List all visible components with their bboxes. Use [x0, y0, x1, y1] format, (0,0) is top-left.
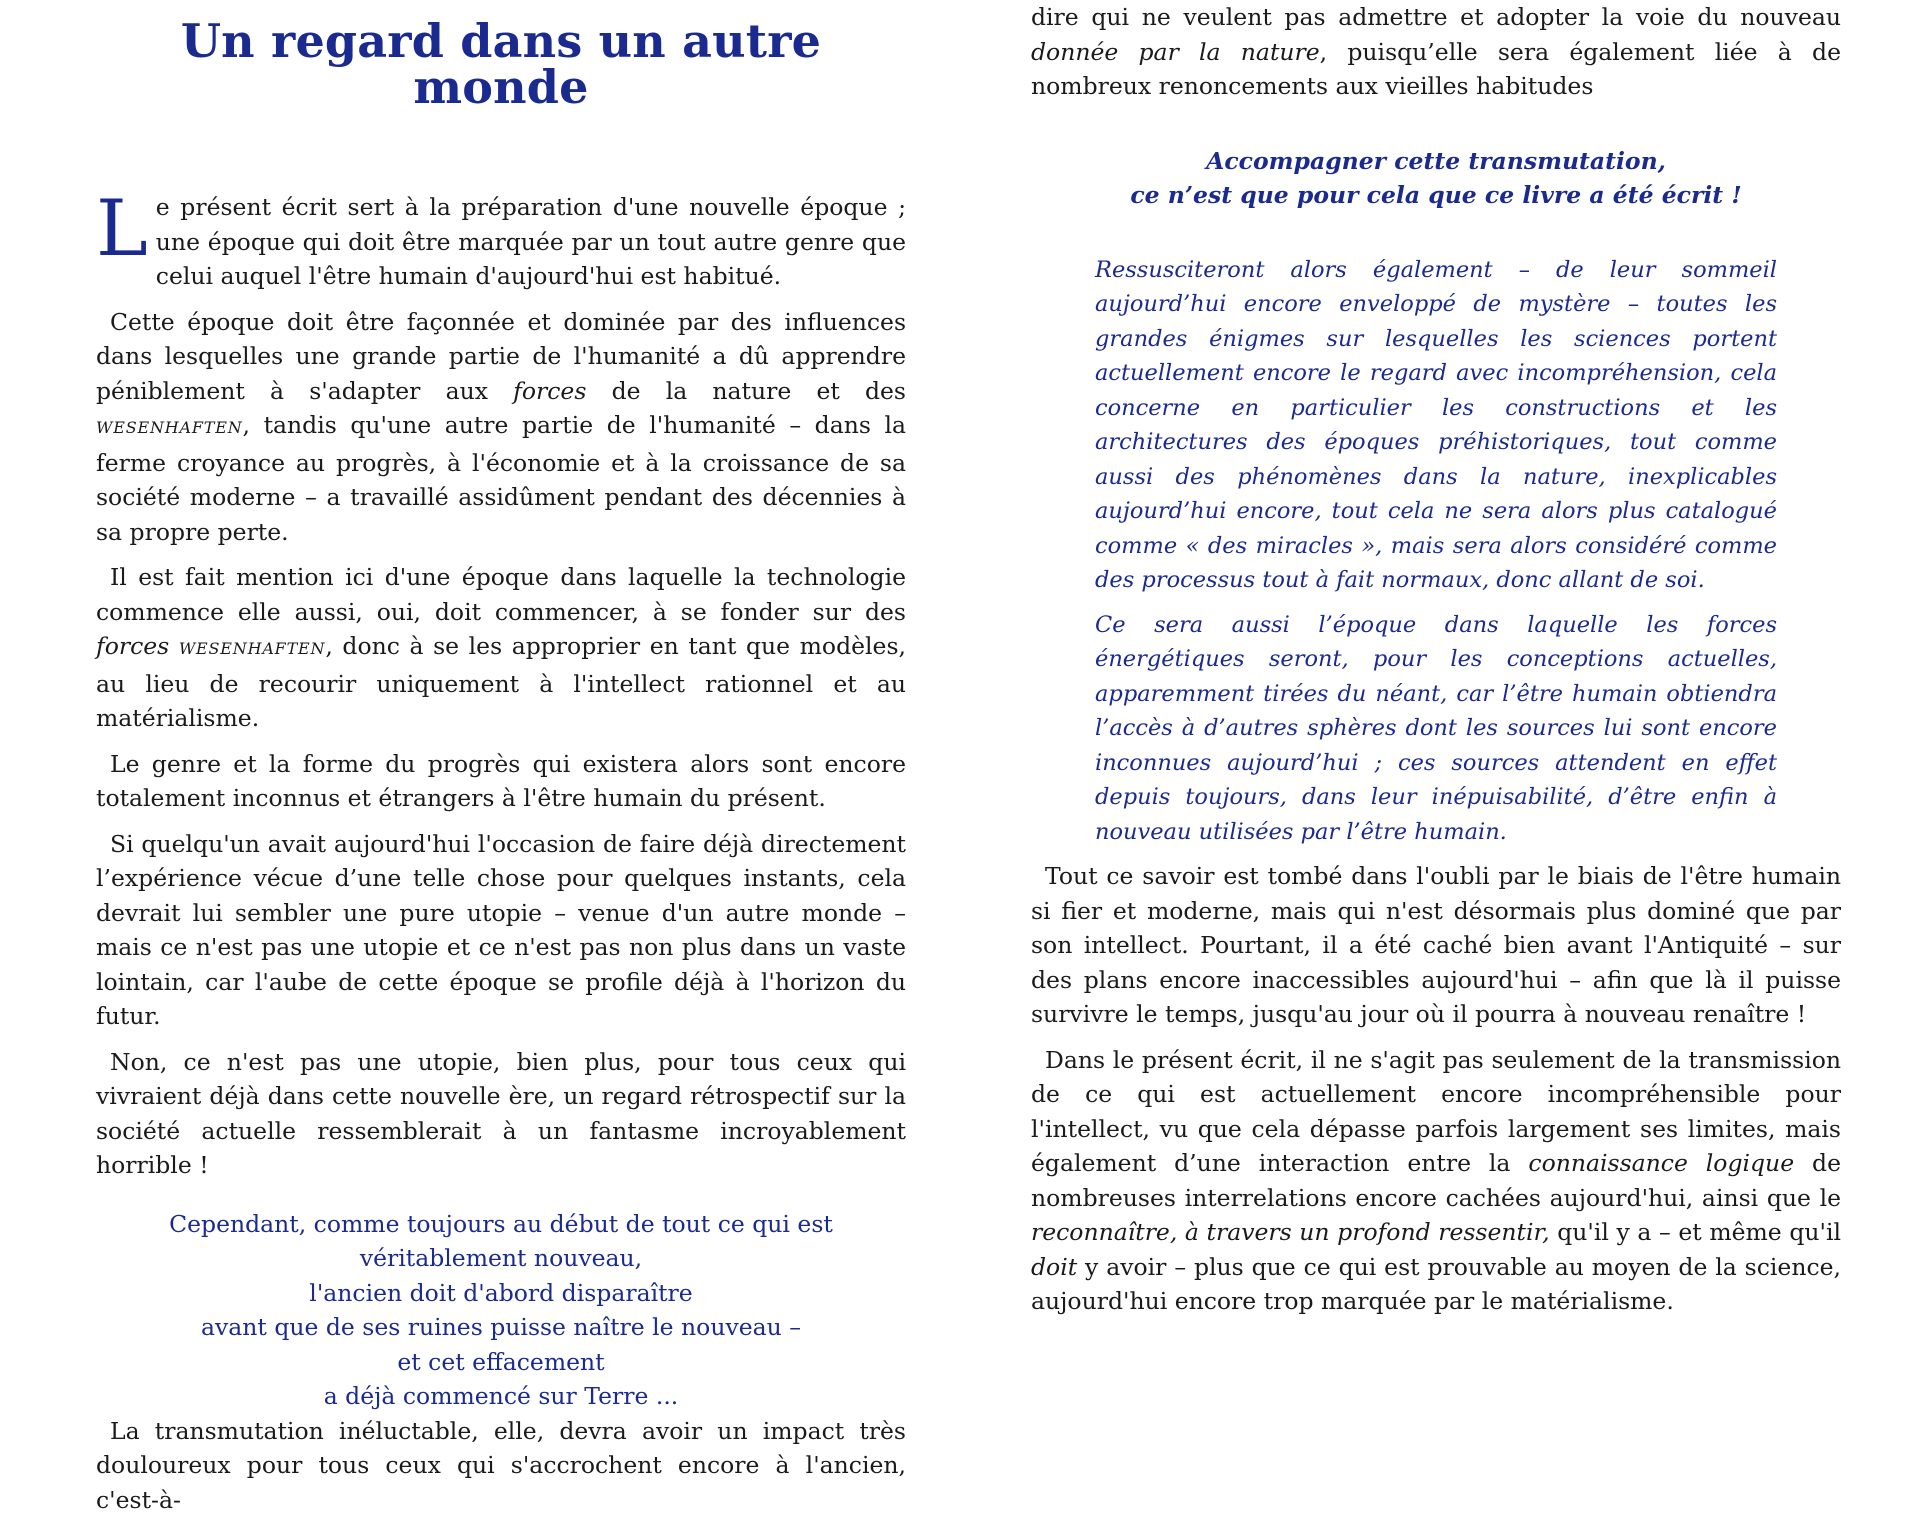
text-run: qu'il y a – et même qu'il [1549, 1218, 1841, 1246]
paragraph-2 [96, 305, 906, 550]
emphasis: forces [513, 376, 587, 405]
heading-line: ce n’est que pour cela que ce livre a été écrit ! [1130, 181, 1742, 209]
small-caps-term: WESENHAFTEN [178, 639, 326, 658]
emphasis: donnée par la nature [1031, 37, 1320, 66]
continued-paragraph [1031, 0, 1841, 104]
inset-paragraph-2: Ce sera aussi l’époque dans laquelle les forces énergétiques seront, pour les conceptions actuelles, apparemment tirées du néant, car l’être humain obtiendra l’accès à d’autres sphères dont les sources lui sont encore inconnues aujourd’hui ; ces sources attendent en effet depuis toujours, dans leur inépuisabilité, d’être enfin à nouveau utilisées par l’être humain. [1095, 611, 1777, 845]
emphasis: doit [1031, 1252, 1078, 1281]
text-run: Cette époque doit être façonnée et dominée par des influences dans lesquelles une grande partie de l'humanité a dû apprendre péniblement à s'adapter aux [96, 307, 906, 405]
emphasis: connaissance logique [1528, 1149, 1795, 1177]
heading-line: Accompagner cette transmutation, [1206, 146, 1666, 175]
paragraph-right-2: Tout ce savoir est tombé dans l'oubli par le biais de l'être humain si fier et moderne, mais qui n'est désormais plus dominé que par son intellect. Pourtant, il a été caché bien avant l'Antiquité – sur des plans encore inaccessibles aujourd'hui – afin que là il puisse survivre le temps, jusqu'au jour où il pourra à nouveau renaître ! [1031, 862, 1841, 1028]
text-run: de nombreuses interrelations encore cachées aujourd'hui, ainsi que le [1031, 1149, 1842, 1212]
chapter-title: Un regard dans un autre monde [180, 14, 822, 114]
centered-quote [96, 1207, 906, 1414]
text-run [169, 632, 179, 660]
text-run: , donc à se les approprier en tant que modèles, au lieu de recourir uniquement à l'intellect rationnel et au matérialisme. [96, 632, 906, 732]
paragraph-1-text: e présent écrit sert à la préparation d'une nouvelle époque ; une époque qui doit être marquée par un tout autre genre que celui auquel l'être humain d'aujourd'hui est habitué. [155, 193, 906, 290]
left-page [96, 0, 906, 1528]
emphasis: forces [96, 632, 170, 660]
inset-paragraph-1: Ressusciteront alors également – de leur sommeil aujourd’hui encore enveloppé de mystère – toutes les grandes énigmes sur lesquelles les sciences portent actuellement encore le regard avec incompréhension, cela concerne en particulier les constructions et les architectures des époques préhistoriques, tout comme aussi des phénomènes dans la nature, inexplicables aujourd’hui encore, tout cela ne sera alors plus catalogué comme « des miracles », mais sera alors considéré comme des processus tout à fait normaux, donc allant de soi. [1095, 256, 1777, 593]
text-run: Il est fait mention ici d'une époque dans laquelle la technologie commence elle aussi, oui, doit commencer, à se fonder sur des [96, 563, 906, 626]
quote-line: avant que de ses ruines puisse naître le nouveau – [200, 1313, 802, 1341]
text-run: y avoir – plus que ce qui est prouvable au moyen de la science, aujourd'hui encore trop marquée par le matérialisme. [1031, 1252, 1841, 1315]
highlight-heading [1031, 144, 1841, 213]
drop-cap: L [96, 184, 148, 274]
paragraph-right-3 [1031, 1043, 1841, 1319]
paragraph-4: Le genre et la forme du progrès qui existera alors sont encore totalement inconnus et étrangers à l'être humain du présent. [96, 749, 906, 812]
small-caps-term: WESENHAFTEN [96, 418, 243, 437]
paragraph-5: Si quelqu'un avait aujourd'hui l'occasion de faire déjà directement l’expérience vécue d’une telle chose pour quelques instants, cela devrait lui sembler une pure utopie – venue d'un autre monde – mais ce n'est pas une utopie et ce n'est pas non plus dans un vaste lointain, car l'aube de cette époque se profile déjà à l'horizon du futur. [96, 829, 906, 1030]
quote-line: Cependant, comme toujours au début de tout ce qui est véritablement nouveau, [169, 1209, 833, 1272]
quote-line: a déjà commencé sur Terre ... [323, 1382, 679, 1410]
quote-line: l'ancien doit d'abord disparaître [309, 1278, 693, 1307]
paragraph-6: Non, ce n'est pas une utopie, bien plus, pour tous ceux qui vivraient déjà dans cette nouvelle ère, un regard rétrospectif sur la société actuelle ressemblerait à un fantasme incroyablement horrible ! [96, 1047, 906, 1179]
text-run: , puisqu’elle sera également liée à de nombreux renoncements aux vieilles habitudes [1031, 37, 1841, 100]
inset-block [1095, 253, 1777, 850]
text-run: Dans le présent écrit, il ne s'agit pas seulement de la transmission de ce qui est actuellement encore incompréhensible pour l'intellect, vu que cela dépasse parfois largement ses limites, mais également d’une interaction entre la [1031, 1045, 1841, 1177]
text-run: , tandis qu'une autre partie de l'humanité – dans la ferme croyance au progrès, à l'économie et à la croissance de sa société moderne – a travaillé assidûment pendant des décennies à sa propre perte. [96, 411, 906, 546]
text-run: dire qui ne veulent pas admettre et adopter la voie du nouveau [1031, 3, 1841, 31]
right-page [1031, 0, 1841, 1330]
paragraph-1 [96, 184, 906, 294]
paragraph-3 [96, 560, 906, 736]
quote-line: et cet effacement [397, 1347, 605, 1376]
paragraph-7: La transmutation inéluctable, elle, devra avoir un impact très douloureux pour tous ceux qui s'accrochent encore à l'ancien, c'est-à- [96, 1416, 906, 1514]
emphasis: reconnaître, à travers un profond ressentir, [1031, 1218, 1550, 1246]
text-run: de la nature et des [586, 376, 906, 405]
